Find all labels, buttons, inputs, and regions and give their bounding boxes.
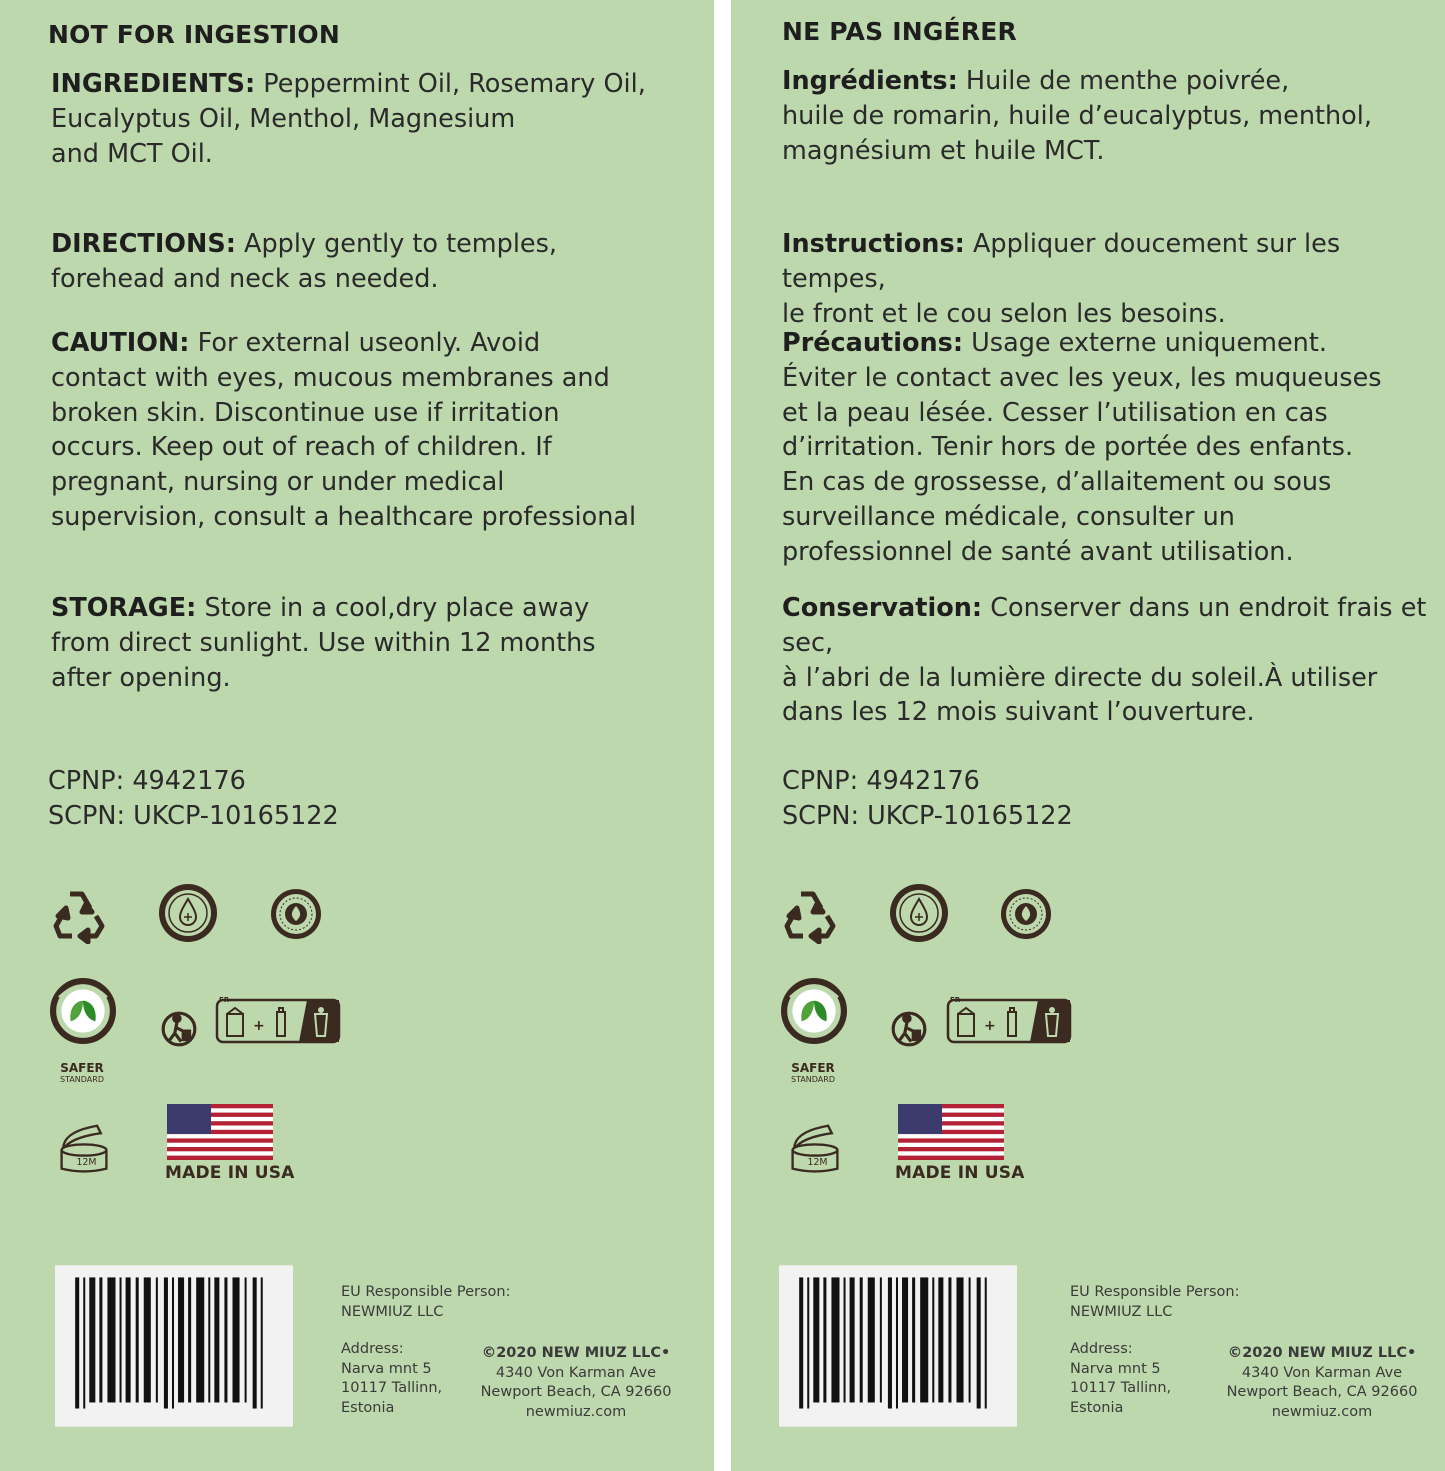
ingredients-line: huile de romarin, huile d’eucalyptus, menthol, (782, 100, 1372, 131)
barcode (779, 1264, 1017, 1428)
caution-line: et la peau lésée. Cesser l’utilisation en cas (782, 397, 1328, 428)
eu-responsible-name: NEWMIUZ LLC (1070, 1303, 1173, 1320)
directions-label: Instructions: (782, 229, 965, 259)
eu-address (1070, 1340, 1171, 1418)
pao-12m-jar-icon (787, 1122, 843, 1178)
triman-sorting-icon (945, 996, 1073, 1046)
caution-section (51, 326, 636, 535)
caution-section (782, 326, 1382, 570)
caution-label: CAUTION: (51, 328, 190, 358)
safer-standard-icon (781, 978, 847, 1044)
pao-12m-jar-icon (56, 1122, 112, 1178)
safer-standard-label (781, 1063, 845, 1085)
directions-line: le front et le cou selon les besoins. (782, 298, 1226, 329)
safer-standard-text: STANDARD (790, 1075, 835, 1084)
address-label: Address: (341, 1341, 404, 1357)
caution-line: contact with eyes, mucous membranes and (51, 362, 610, 393)
us-flag-icon (898, 1104, 1004, 1160)
us-flag-icon (167, 1104, 273, 1160)
caution-line: supervision, consult a healthcare professional (51, 501, 637, 532)
cpnp-number: CPNP: 4942176 (782, 766, 980, 796)
directions-line: Appliquer doucement sur les tempes, (782, 229, 1341, 294)
sulfate-free-seal-icon (1000, 888, 1052, 940)
storage-line: Store in a cool,dry place away (204, 593, 590, 623)
storage-label: Conservation: (782, 593, 983, 623)
company-website: newmiuz.com (525, 1403, 627, 1420)
directions-line: Apply gently to temples, (244, 229, 557, 259)
company-info (476, 1344, 676, 1422)
made-in-usa-label: MADE IN USA (895, 1163, 1025, 1183)
caution-line: En cas de grossesse, d’allaitement ou sous (782, 467, 1332, 498)
eu-responsible-label: EU Responsible Person: (1070, 1284, 1240, 1300)
caution-line: professionnel de santé avant utilisation. (782, 536, 1294, 567)
no-mineral-oil-seal-icon (889, 883, 949, 943)
caution-label: Précautions: (782, 328, 964, 358)
caution-line: broken skin. Discontinue use if irritation (51, 397, 560, 428)
company-info (1222, 1344, 1422, 1422)
caution-line: Éviter le contact avec les yeux, les muqueuses (782, 362, 1382, 393)
address-line: Estonia (341, 1399, 395, 1416)
ingredients-section (782, 64, 1372, 168)
company-city: Newport Beach, CA 92660 (1226, 1384, 1418, 1400)
tidy-man-icon (890, 1010, 928, 1048)
caution-line: Usage externe uniquement. (971, 328, 1327, 358)
company-city: Newport Beach, CA 92660 (480, 1384, 672, 1400)
ingredients-section (51, 67, 646, 171)
storage-line: à l’abri de la lumière directe du soleil.À utiliser (782, 662, 1378, 693)
cpnp-number: CPNP: 4942176 (48, 766, 246, 796)
safer-standard-text: STANDARD (59, 1075, 104, 1084)
directions-label: DIRECTIONS: (51, 229, 236, 259)
eu-responsible-person (341, 1283, 511, 1322)
safer-standard-icon (50, 978, 116, 1044)
registration-numbers (782, 764, 1073, 834)
copyright-text: ©2020 NEW MIUZ LLC• (1227, 1345, 1417, 1361)
eu-address (341, 1340, 442, 1418)
scpn-number: SCPN: UKCP-10165122 (48, 801, 339, 831)
address-line: Estonia (1070, 1399, 1124, 1416)
address-label: Address: (1070, 1341, 1133, 1357)
label-panel-french (731, 0, 1445, 1471)
recycle-icon (52, 890, 106, 944)
company-street: 4340 Von Karman Ave (495, 1364, 657, 1381)
storage-line: dans les 12 mois suivant l’ouverture. (782, 697, 1255, 728)
storage-section (782, 591, 1445, 730)
heading-not-for-ingestion: NOT FOR INGESTION (48, 20, 340, 49)
caution-line: occurs. Keep out of reach of children. If (51, 432, 552, 463)
caution-line: d’irritation. Tenir hors de portée des enfants. (782, 432, 1354, 463)
storage-line: from direct sunlight. Use within 12 months (51, 627, 596, 658)
recycle-icon (783, 890, 837, 944)
caution-line: surveillance médicale, consulter un (782, 501, 1235, 532)
address-line: Narva mnt 5 (341, 1360, 432, 1377)
eu-responsible-label: EU Responsible Person: (341, 1284, 511, 1300)
barcode (55, 1264, 293, 1428)
storage-line: after opening. (51, 662, 231, 693)
safer-standard-label (50, 1063, 114, 1085)
eu-responsible-person (1070, 1283, 1240, 1322)
caution-line: pregnant, nursing or under medical (51, 467, 505, 498)
ingredients-line: Eucalyptus Oil, Menthol, Magnesium (51, 103, 516, 134)
ingredients-label: Ingrédients: (782, 66, 958, 96)
ingredients-line: and MCT Oil. (51, 138, 213, 169)
caution-line: For external useonly. Avoid (197, 328, 541, 358)
heading-ne-pas-ingerer: NE PAS INGÉRER (782, 17, 1017, 46)
ingredients-line: Huile de menthe poivrée, (965, 66, 1290, 96)
copyright-text: ©2020 NEW MIUZ LLC• (481, 1345, 671, 1361)
made-in-usa-label: MADE IN USA (165, 1163, 295, 1183)
directions-line: forehead and neck as needed. (51, 263, 439, 294)
triman-sorting-icon (214, 996, 342, 1046)
storage-label: STORAGE: (51, 593, 197, 623)
no-mineral-oil-seal-icon (158, 883, 218, 943)
address-line: 10117 Tallinn, (1070, 1380, 1172, 1396)
registration-numbers (48, 764, 339, 834)
safer-text: SAFER (791, 1061, 835, 1075)
scpn-number: SCPN: UKCP-10165122 (782, 801, 1073, 831)
ingredients-line: magnésium et huile MCT. (782, 135, 1105, 166)
sulfate-free-seal-icon (270, 888, 322, 940)
address-line: 10117 Tallinn, (341, 1380, 443, 1396)
storage-section (51, 591, 596, 695)
company-street: 4340 Von Karman Ave (1241, 1364, 1403, 1381)
eu-responsible-name: NEWMIUZ LLC (341, 1303, 444, 1320)
ingredients-line: Peppermint Oil, Rosemary Oil, (263, 69, 646, 99)
ingredients-label: INGREDIENTS: (51, 69, 256, 99)
tidy-man-icon (160, 1010, 198, 1048)
label-panel-english (0, 0, 714, 1471)
storage-line: Conserver dans un endroit frais et sec, (782, 593, 1427, 658)
safer-text: SAFER (60, 1061, 104, 1075)
directions-section (51, 227, 557, 297)
directions-section (782, 227, 1445, 331)
address-line: Narva mnt 5 (1070, 1360, 1161, 1377)
company-website: newmiuz.com (1271, 1403, 1373, 1420)
